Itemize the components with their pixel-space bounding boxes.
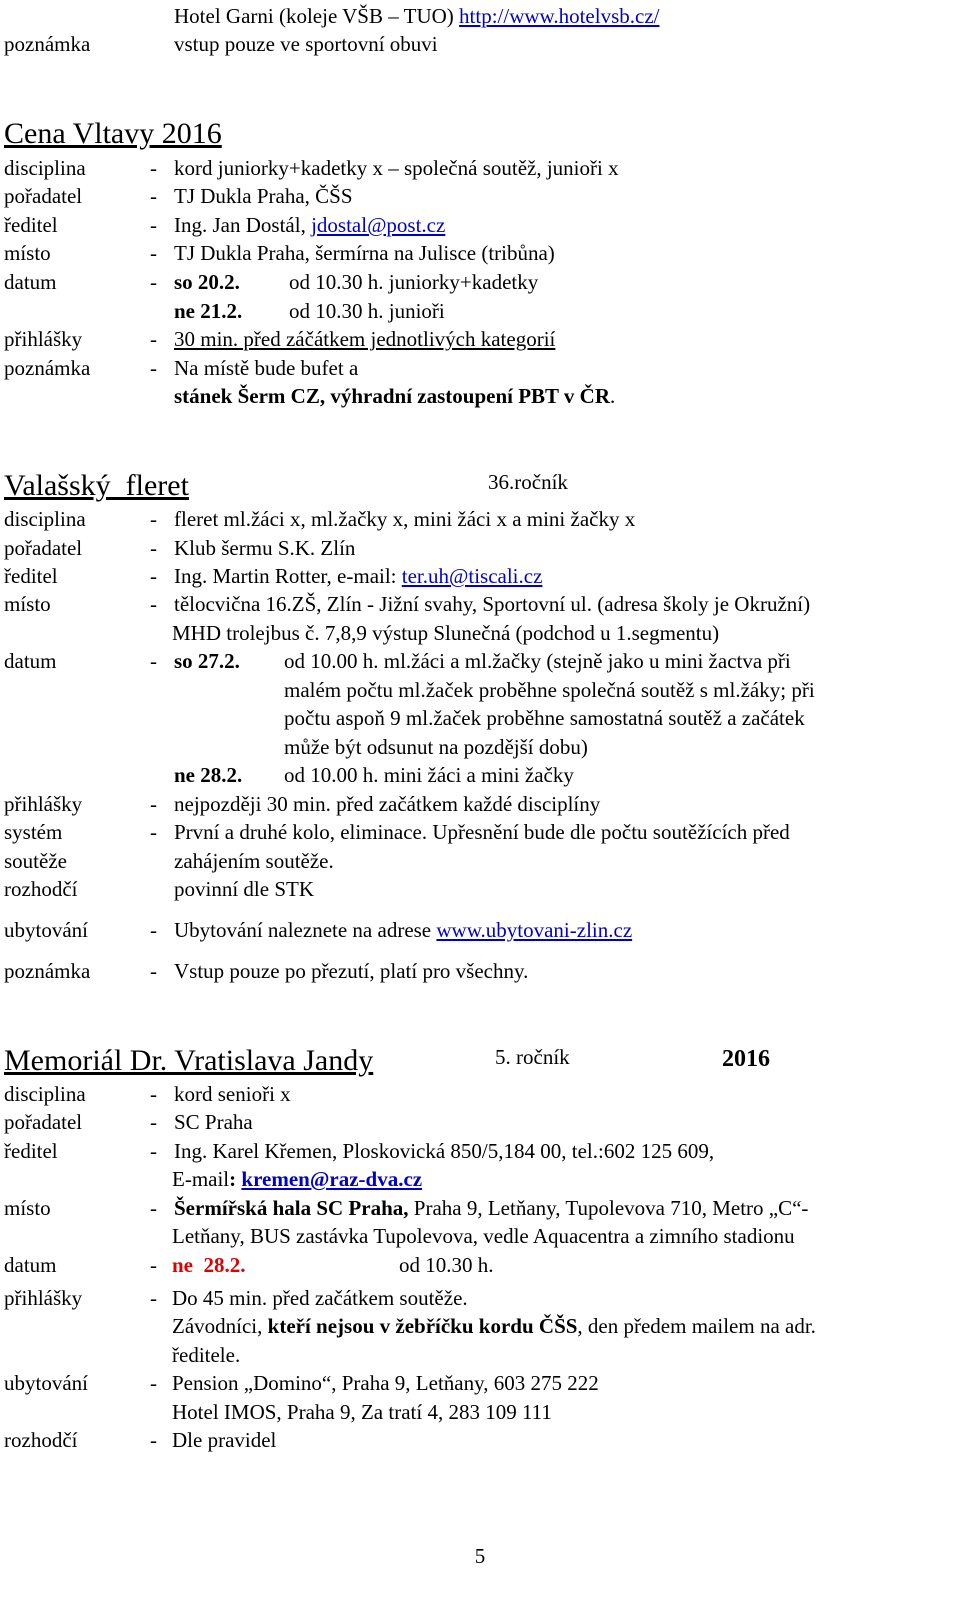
mem-prihlasky2-line (172, 1313, 816, 1339)
dash: - (150, 792, 157, 816)
memorial-rocnik: 5. ročník (495, 1045, 570, 1069)
mem-datum-label: datum (4, 1253, 57, 1277)
dash: - (150, 918, 157, 942)
val-rozhodci-label: rozhodčí (4, 877, 78, 901)
val-prihlasky-label: přihlášky (4, 792, 83, 816)
cena-prihlasky-label: přihlášky (4, 327, 83, 351)
dash: - (150, 241, 157, 265)
val-datum1-a: od 10.00 h. ml.žáci a ml.žačky (stejně jako u mini žactva při (284, 649, 791, 673)
mem-ubytovani1: Pension „Domino“, Praha 9, Letňany, 603 275 222 (172, 1371, 599, 1395)
dash: - (150, 1139, 157, 1163)
mem-ubytovani2: Hotel IMOS, Praha 9, Za tratí 4, 283 109 111 (172, 1400, 552, 1424)
cena-datum-label: datum (4, 270, 57, 294)
cena-prihlasky: 30 min. před záčátkem jednotlivých kategorií (174, 327, 556, 351)
dash: - (150, 156, 157, 180)
val-system-label: systém (4, 820, 63, 844)
val-datum2-day: ne 28.2. (174, 763, 243, 787)
cena-reditel: Ing. Jan Dostál, (174, 213, 312, 237)
valassky-title: Valašský fleret (4, 469, 189, 502)
mem-datum-text: od 10.30 h. (399, 1253, 494, 1277)
mem-prihlasky2-c: , den předem mailem na adr. (577, 1314, 816, 1338)
mem-reditel-email[interactable]: kremen@raz-dva.cz (241, 1167, 423, 1191)
val-datum1-c: počtu aspoň 9 ml.žaček proběhne samostatná soutěž a začátek (284, 706, 805, 730)
mem-reditel2-colon: : (229, 1167, 242, 1191)
hotel-text: Hotel Garni (koleje VŠB – TUO) (174, 4, 460, 28)
cena-poradatel: TJ Dukla Praha, ČŠS (174, 184, 353, 208)
val-rozhodci: povinní dle STK (174, 877, 314, 901)
hotel-link[interactable]: http://www.hotelvsb.cz/ (459, 4, 660, 28)
dash: - (150, 820, 157, 844)
mem-misto1-line (174, 1195, 808, 1221)
memorial-year: 2016 (722, 1046, 770, 1072)
hotel-line (174, 3, 659, 29)
dash: - (150, 356, 157, 380)
dash: - (150, 213, 157, 237)
dash: - (150, 1082, 157, 1106)
memorial-title: Memoriál Dr. Vratislava Jandy (4, 1044, 374, 1077)
mem-misto1: Praha 9, Letňany, Tupolevova 710, Metro „C“- (408, 1196, 809, 1220)
top-note-label: poznámka (4, 32, 91, 56)
cena-reditel-email[interactable]: jdostal@post.cz (311, 213, 446, 237)
mem-poradatel: SC Praha (174, 1110, 253, 1134)
dash: - (150, 649, 157, 673)
val-poradatel: Klub šermu S.K. Zlín (174, 536, 356, 560)
cena-poznamka2-line (174, 383, 615, 409)
mem-prihlasky-label: přihlášky (4, 1286, 83, 1310)
mem-datum-day: ne 28.2. (172, 1253, 246, 1277)
val-datum1-d: může být odsunut na pozdější dobu) (284, 735, 588, 759)
val-ubytovani-link[interactable]: www.ubytovani-zlin.cz (436, 918, 633, 942)
val-system2: zahájením soutěže. (174, 849, 334, 873)
dash: - (150, 592, 157, 616)
val-datum1-b: malém počtu ml.žaček proběhne společná soutěž s ml.žáky; při (284, 678, 815, 702)
dash: - (150, 536, 157, 560)
cena-datum1-day: so 20.2. (174, 270, 240, 294)
val-misto1: tělocvična 16.ZŠ, Zlín - Jižní svahy, Sportovní ul. (adresa školy je Okružní) (174, 592, 811, 616)
mem-prihlasky3: ředitele. (172, 1343, 241, 1367)
dash: - (150, 270, 157, 294)
cena-disciplina-label: disciplina (4, 156, 86, 180)
page-number: 5 (474, 1544, 486, 1568)
mem-disciplina-label: disciplina (4, 1082, 86, 1106)
val-reditel-email[interactable]: ter.uh@tiscali.cz (401, 564, 543, 588)
top-note-value: vstup pouze ve sportovní obuvi (174, 32, 438, 56)
val-system1: První a druhé kolo, eliminace. Upřesnění bude dle počtu soutěžících před (174, 820, 790, 844)
mem-reditel2-line (172, 1166, 422, 1192)
val-ubytovani: Ubytování naleznete na adrese (174, 918, 437, 942)
val-poznamka-label: poznámka (4, 959, 91, 983)
cena-disciplina: kord juniorky+kadetky x – společná soutěž, junioři x (174, 156, 619, 180)
mem-prihlasky1: Do 45 min. před začátkem soutěže. (172, 1286, 468, 1310)
dash: - (150, 507, 157, 531)
val-poradatel-label: pořadatel (4, 536, 83, 560)
dash: - (150, 959, 157, 983)
dash: - (150, 184, 157, 208)
cena-misto: TJ Dukla Praha, šermírna na Julisce (tribůna) (174, 241, 555, 265)
val-datum1-day: so 27.2. (174, 649, 240, 673)
mem-rozhodci: Dle pravidel (172, 1428, 277, 1452)
val-ubytovani-line (174, 917, 632, 943)
dash: - (150, 1196, 157, 1220)
cena-datum2-day: ne 21.2. (174, 299, 243, 323)
cena-reditel-label: ředitel (4, 213, 58, 237)
val-disciplina: fleret ml.žáci x, ml.žačky x, mini žáci x a mini žačky x (174, 507, 636, 531)
mem-reditel2: E-mail (172, 1167, 230, 1191)
mem-misto1-bold: Šermířská hala SC Praha, (174, 1196, 409, 1220)
cena-reditel-line (174, 212, 445, 238)
cena-poznamka1: Na místě bude bufet a (174, 356, 359, 380)
dash: - (150, 1428, 157, 1452)
mem-reditel1: Ing. Karel Křemen, Ploskovická 850/5,184 00, tel.:602 125 609, (174, 1139, 715, 1163)
mem-misto2: Letňany, BUS zastávka Tupolevova, vedle Aquacentra a zimního stadionu (172, 1224, 795, 1248)
val-reditel: Ing. Martin Rotter, e-mail: (174, 564, 402, 588)
mem-rozhodci-label: rozhodčí (4, 1428, 78, 1452)
cena-poznamka2-end: . (610, 384, 616, 408)
dash: - (150, 1253, 157, 1277)
mem-prihlasky2-b: kteří nejsou v žebříčku kordu ČŠS (267, 1314, 578, 1338)
cena-poradatel-label: pořadatel (4, 184, 83, 208)
cena-poznamka-label: poznámka (4, 356, 91, 380)
dash: - (150, 1286, 157, 1310)
dash: - (150, 564, 157, 588)
dash: - (150, 1110, 157, 1134)
cena-datum1-text: od 10.30 h. juniorky+kadetky (289, 270, 539, 294)
cena-title: Cena Vltavy 2016 (4, 117, 222, 150)
mem-reditel-label: ředitel (4, 1139, 58, 1163)
val-datum2-text: od 10.00 h. mini žáci a mini žačky (284, 763, 574, 787)
val-soutaze-label: soutěže (4, 849, 67, 873)
val-datum-label: datum (4, 649, 57, 673)
val-misto-label: místo (4, 592, 51, 616)
dash: - (150, 1371, 157, 1395)
mem-ubytovani-label: ubytování (4, 1371, 88, 1395)
val-prihlasky: nejpozději 30 min. před začátkem každé disciplíny (174, 792, 601, 816)
val-ubytovani-label: ubytování (4, 918, 88, 942)
mem-poradatel-label: pořadatel (4, 1110, 83, 1134)
mem-disciplina: kord senioři x (174, 1082, 291, 1106)
val-reditel-label: ředitel (4, 564, 58, 588)
valassky-rocnik: 36.ročník (488, 470, 568, 494)
val-disciplina-label: disciplina (4, 507, 86, 531)
cena-poznamka2: stánek Šerm CZ, výhradní zastoupení PBT v ČR (174, 384, 610, 408)
dash: - (150, 327, 157, 351)
val-poznamka: Vstup pouze po přezutí, platí pro všechny. (174, 959, 529, 983)
cena-misto-label: místo (4, 241, 51, 265)
mem-misto-label: místo (4, 1196, 51, 1220)
val-misto2: MHD trolejbus č. 7,8,9 výstup Slunečná (podchod u 1.segmentu) (172, 621, 720, 645)
cena-datum2-text: od 10.30 h. junioři (289, 299, 445, 323)
val-reditel-line (174, 563, 542, 589)
mem-prihlasky2-a: Závodníci, (172, 1314, 268, 1338)
